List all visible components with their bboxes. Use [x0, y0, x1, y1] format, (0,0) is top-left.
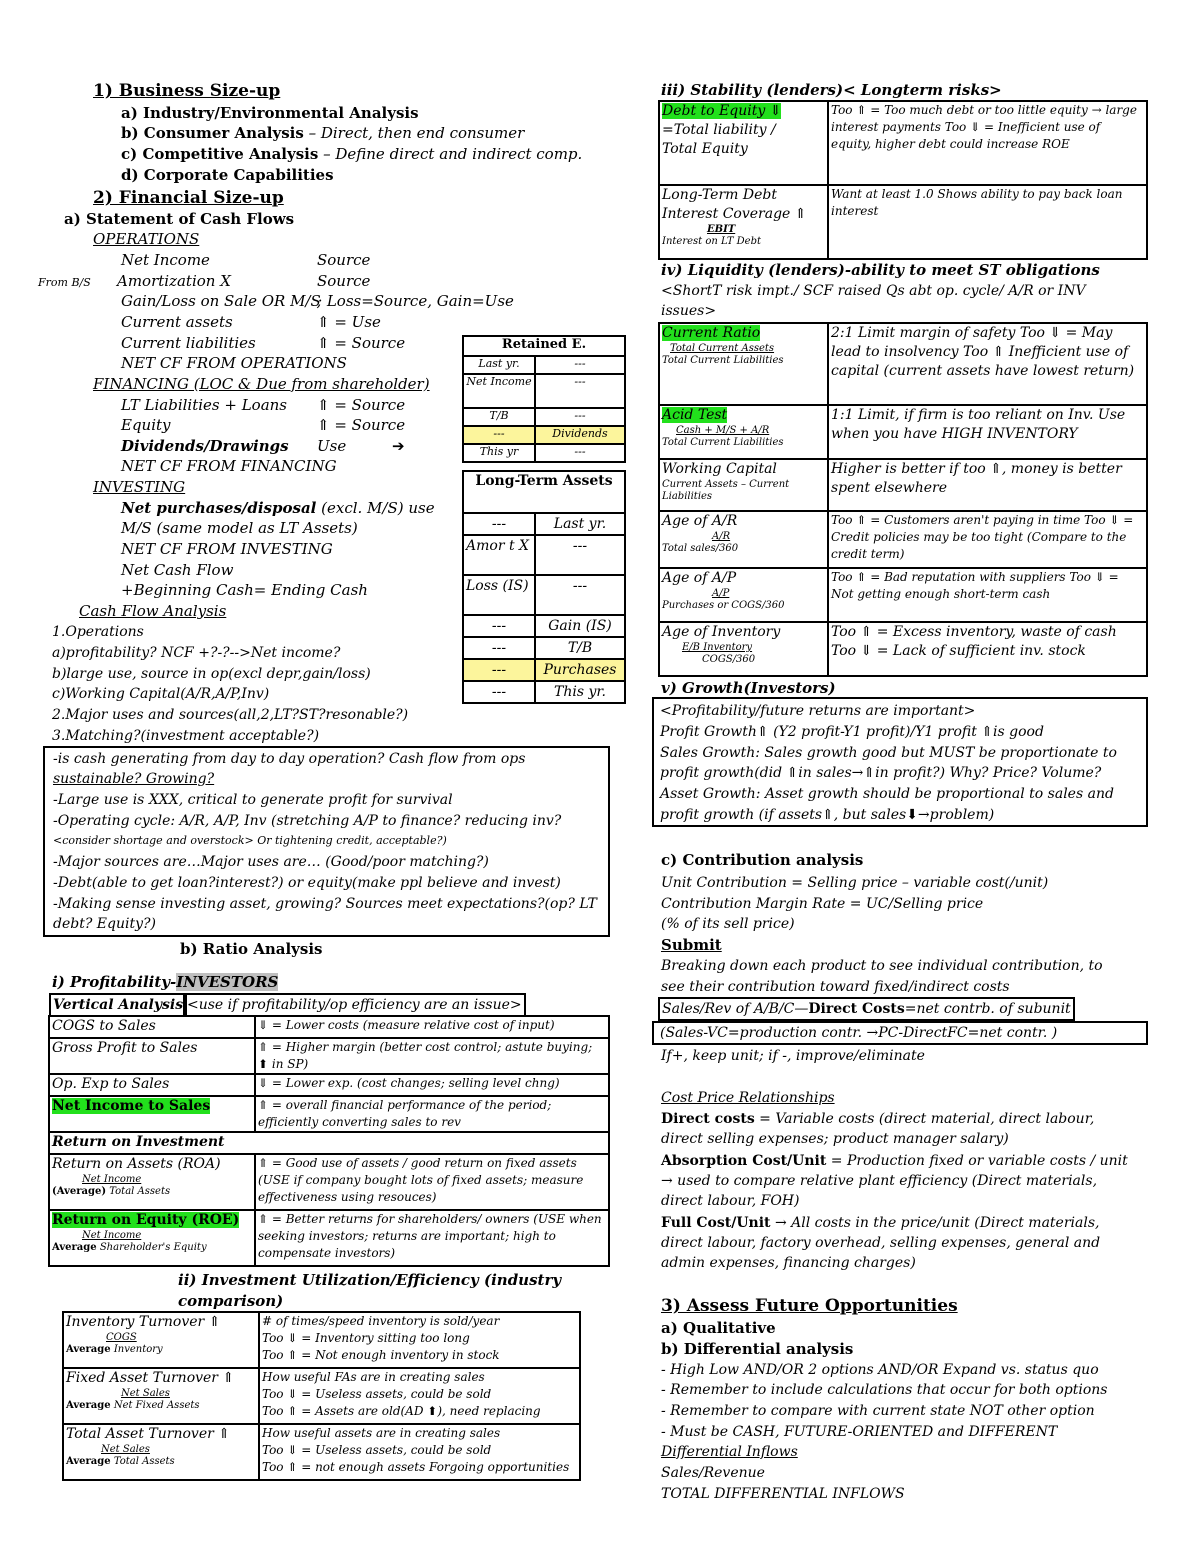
t-cell: Dividends	[535, 426, 625, 444]
util-meaning: How useful assets are in creating sales Too ⇓ = Useless assets, could be sold Too ⇑ = not enough assets Forgoing opportunities	[259, 1424, 580, 1480]
stab-meaning: Want at least 1.0 Shows ability to pay back loan interest	[828, 185, 1147, 259]
util-ratio-cell: Fixed Asset Turnover ⇑ Net Sales Average Net Fixed Assets	[63, 1368, 259, 1424]
fin-row: Equity	[121, 416, 171, 434]
production-contr-line: (Sales-VC=production contr. →PC-DirectFC=net contr. )	[660, 1025, 1058, 1041]
stab-ratio-cell: Debt to Equity ⇓ =Total liability / Total Equity	[659, 101, 828, 185]
fin-row: LT Liabilities + Loans	[121, 396, 288, 414]
contribution-line: Unit Contribution = Selling price – variable cost(/unit)	[661, 875, 1049, 891]
notes-line: -Major sources are…Major uses are… (Good/poor matching?)	[53, 854, 489, 870]
notes-line: -Debt(able to get loan?interest?) or equity(make ppl believe and invest)	[53, 875, 561, 891]
cf-row: Amortization X	[117, 272, 231, 290]
vertical-analysis-note: <use if profitability/op efficiency are an issue>	[183, 993, 526, 1017]
cost-price-row: Absorption Cost/Unit = Production fixed or variable costs / unit → used to compare relative plant efficiency (Direct materials, direct labour, FOH)	[661, 1153, 1128, 1209]
roa-meaning: ⇑ = Good use of assets / good return on fixed assets (USE if company bought lots of fixed assets; measure effectiveness using resouces)	[255, 1154, 609, 1210]
util-meaning: # of times/speed inventory is sold/year Too ⇓ = Inventory sitting too long Too ⇑ = Not enough inventory in stock	[259, 1312, 580, 1368]
t-cell: Purchases	[535, 659, 625, 681]
liq-ratio-cell: Age of A/R A/R Total sales/360	[659, 511, 828, 568]
diff-line: - High Low AND/OR 2 options AND/OR Expand vs. status quo	[661, 1362, 1099, 1378]
net-cf-financing: NET CF FROM FINANCING	[121, 457, 337, 475]
cf-row: Gain/Loss on Sale OR M/S	[121, 292, 321, 310]
liq-ratio-cell: Age of A/P A/P Purchases or COGS/360	[659, 568, 828, 622]
growth-line: Sales Growth: Sales growth good but MUST be proportionate to	[660, 745, 1117, 761]
ratio-meaning: ⇓ = Lower costs (measure relative cost of input)	[255, 1016, 609, 1038]
t-cell: Gain (IS)	[535, 615, 625, 637]
differential-heading: b) Differential analysis	[661, 1340, 854, 1358]
liq-ratio-cell: Acid Test Cash + M/S + A/R Total Current Liabilities	[659, 405, 828, 459]
section-2-title: 2) Financial Size-up	[93, 188, 284, 208]
t-cell: ---	[535, 535, 625, 575]
util-ratio-cell: Total Asset Turnover ⇑ Net Sales Average Total Assets	[63, 1424, 259, 1480]
ratio-name: COGS to Sales	[49, 1016, 255, 1038]
liq-ratio-cell: Working Capital Current Assets – Current Liabilities	[659, 459, 828, 511]
arrow-right-icon: ➔	[392, 437, 405, 455]
differential-inflows-heading: Differential Inflows	[661, 1444, 798, 1460]
liq-ratio-cell: Current Ratio Total Current Assets Total Current Liabilities	[659, 323, 828, 405]
cf-row-value: Source	[317, 251, 371, 269]
utilization-table	[62, 1311, 581, 1481]
contribution-line: (% of its sell price)	[661, 916, 795, 932]
stab-ratio-cell: Long-Term Debt Interest Coverage ⇑ EBIT Interest on LT Debt	[659, 185, 828, 259]
cfa-row: 1.Operations	[52, 624, 144, 640]
contribution-title: c) Contribution analysis	[661, 851, 864, 869]
roi-heading: Return on Investment	[49, 1132, 609, 1154]
cfa-row: a)profitability? NCF +?-?-->Net income?	[52, 645, 341, 661]
fin-row-value: Use	[317, 437, 347, 455]
fin-row-value: ⇑ = Source	[317, 416, 406, 434]
cf-row: Net Income	[121, 251, 210, 269]
profitability-title: i) Profitability-INVESTORS	[52, 973, 279, 991]
ratio-meaning: ⇑ = Higher margin (better cost control; astute buying; ⬆ in SP)	[255, 1038, 609, 1074]
section-1-title: 1) Business Size-up	[93, 81, 281, 101]
s1-item-a: a) Industry/Environmental Analysis	[121, 104, 419, 122]
ending-cash: +Beginning Cash= Ending Cash	[121, 581, 368, 599]
section-3-title: 3) Assess Future Opportunities	[661, 1296, 958, 1316]
liq-meaning: 2:1 Limit margin of safety Too ⇓ = May lead to insolvency Too ⇑ Inefficient use of capital (current assets have lowest return)	[828, 323, 1147, 405]
s1-item-c: c) Competitive Analysis – Define direct and indirect comp.	[121, 145, 583, 163]
liq-meaning: Too ⇑ = Bad reputation with suppliers Too ⇓ = Not getting enough short-term cash	[828, 568, 1147, 622]
t-cell: ---	[463, 681, 535, 703]
cf-row-value: ; Loss=Source, Gain=Use	[317, 292, 514, 310]
cf-row-value: Source	[317, 272, 371, 290]
long-term-assets-table	[462, 470, 626, 704]
sales-revenue-line: Sales/Revenue	[661, 1465, 765, 1481]
retained-title: Retained E.	[463, 336, 625, 356]
financing-heading: FINANCING (LOC & Due from shareholder)	[93, 375, 430, 393]
t-cell: ---	[535, 575, 625, 615]
liq-meaning: Too ⇑ = Excess inventory, waste of cash Too ⇓ = Lack of sufficient inv. stock	[828, 622, 1147, 676]
ratio-name: Gross Profit to Sales	[49, 1038, 255, 1074]
s1-item-b: b) Consumer Analysis – Direct, then end consumer	[121, 124, 525, 142]
cash-flow-analysis-heading: Cash Flow Analysis	[79, 602, 227, 620]
subunit-box: Sales/Rev of A/B/C—Direct Costs=net contrb. of subunit	[658, 997, 1075, 1021]
qualitative-heading: a) Qualitative	[661, 1319, 776, 1337]
contribution-line: Contribution Margin Rate = UC/Selling price	[661, 896, 984, 912]
roe-meaning: ⇑ = Better returns for shareholders/ owners (USE when seeking investors; returns are important; high to compensate investors)	[255, 1210, 609, 1266]
utilization-title-2: comparison)	[178, 1292, 284, 1310]
t-cell: Amor t X	[463, 535, 535, 575]
cost-price-row: Full Cost/Unit → All costs in the price/unit (Direct materials, direct labour, factory overhead, selling expenses, general and admin expenses, financing charges)	[661, 1215, 1101, 1271]
cf-row: Current assets	[121, 313, 233, 331]
keep-unit-line: If+, keep unit; if -, improve/eliminate	[661, 1048, 925, 1064]
t-cell: ---	[535, 444, 625, 462]
liq-meaning: Too ⇑ = Customers aren't paying in time Too ⇓ = Credit policies may be too tight (Compare to the credit term)	[828, 511, 1147, 568]
cost-price-row: Direct costs = Variable costs (direct material, direct labour, direct selling expenses; product manager salary)	[661, 1111, 1095, 1147]
cost-price-heading: Cost Price Relationships	[661, 1090, 835, 1106]
util-ratio-cell: Inventory Turnover ⇑ COGS Average Inventory	[63, 1312, 259, 1368]
ratio-meaning: ⇑ = overall financial performance of the period; efficiently converting sales to rev	[255, 1096, 609, 1132]
t-cell: ---	[463, 426, 535, 444]
growth-line: Profit Growth⇑ (Y2 profit-Y1 profit)/Y1 profit ⇑is good	[660, 724, 1044, 740]
growth-line: profit growth (if assets⇑, but sales⬇→problem)	[660, 807, 995, 823]
growth-line: Asset Growth: Asset growth should be proportional to sales and	[660, 786, 1114, 802]
t-cell: ---	[535, 408, 625, 426]
notes-line: -Making sense investing asset, growing? Sources meet expectations?(op? LT	[53, 896, 597, 912]
s1-item-d: d) Corporate Capabilities	[121, 166, 334, 184]
t-cell: Last yr.	[463, 356, 535, 374]
vertical-analysis-label: Vertical Analysis	[49, 993, 187, 1017]
t-cell: ---	[463, 637, 535, 659]
net-cf-operations: NET CF FROM OPERATIONS	[121, 354, 347, 372]
submit-line: Breaking down each product to see individual contribution, to	[661, 958, 1103, 974]
growth-line: <Profitability/future returns are important>	[660, 703, 976, 719]
investing-heading: INVESTING	[93, 478, 186, 496]
ratio-meaning: ⇓ = Lower exp. (cost changes; selling level chng)	[255, 1074, 609, 1096]
notes-line: -is cash generating from day to day operation? Cash flow from ops	[53, 751, 526, 767]
net-cash-flow: Net Cash Flow	[121, 561, 234, 579]
notes-line: -Large use is XXX, critical to generate profit for survival	[53, 792, 453, 808]
growth-title: v) Growth(Investors)	[661, 679, 836, 697]
cfa-row: b)large use, source in op(excl depr,gain/loss)	[52, 666, 371, 682]
liquidity-subtitle: <ShortT risk impt./ SCF raised Qs abt op. cycle/ A/R or INV issues>	[661, 283, 1086, 319]
liq-meaning: Higher is better if too ⇑, money is better spent elsewhere	[828, 459, 1147, 511]
net-cf-investing: NET CF FROM INVESTING	[121, 540, 333, 558]
liquidity-table	[658, 322, 1148, 677]
liq-meaning: 1:1 Limit, if firm is too reliant on Inv. Use when you have HIGH INVENTORY	[828, 405, 1147, 459]
diff-line: - Remember to include calculations that occur for both options	[661, 1382, 1108, 1398]
notes-line: sustainable? Growing?	[53, 771, 215, 787]
lta-title: Long-Term Assets	[463, 471, 625, 513]
operations-heading: OPERATIONS	[93, 230, 200, 248]
notes-line: -Operating cycle: A/R, A/P, Inv (stretching A/P to finance? reducing inv?	[53, 813, 562, 829]
cf-row-value: ⇑ = Use	[317, 313, 381, 331]
t-cell: This yr	[463, 444, 535, 462]
inv-row: Net purchases/disposal (excl. M/S) use	[121, 499, 435, 517]
submit-line: see their contribution toward fixed/indirect costs	[661, 979, 1010, 995]
utilization-title: ii) Investment Utilization/Efficiency (industry	[178, 1271, 562, 1289]
t-cell: ---	[463, 659, 535, 681]
stab-meaning: Too ⇑ = Too much debt or too little equity → large interest payments Too ⇓ = Inefficient use of equity, higher debt could increase ROE	[828, 101, 1147, 185]
cfa-row: 3.Matching?(investment acceptable?)	[52, 728, 320, 744]
util-meaning: How useful FAs are in creating sales Too ⇓ = Useless assets, could be sold Too ⇑ = Assets are old(AD ⬆), need replacing	[259, 1368, 580, 1424]
diff-line: - Remember to compare with current state NOT other option	[661, 1403, 1095, 1419]
inv-row: M/S (same model as LT Assets)	[121, 519, 358, 537]
stability-table	[658, 100, 1148, 260]
t-cell: T/B	[535, 637, 625, 659]
t-cell: Last yr.	[535, 513, 625, 535]
growth-line: profit growth(did ⇑in sales→⇑in profit?) Why? Price? Volume?	[660, 765, 1102, 781]
t-cell: ---	[463, 513, 535, 535]
total-inflows-line: TOTAL DIFFERENTIAL INFLOWS	[661, 1486, 905, 1502]
t-cell: T/B	[463, 408, 535, 426]
cfa-row: 2.Major uses and sources(all,2,LT?ST?resonable?)	[52, 707, 409, 723]
roa-cell: Return on Assets (ROA) Net Income (Average) Total Assets	[49, 1154, 255, 1210]
ratio-name: Net Income to Sales	[49, 1096, 255, 1132]
fin-row: Dividends/Drawings	[121, 437, 289, 455]
notes-line: debt? Equity?)	[53, 916, 156, 932]
ratio-name: Op. Exp to Sales	[49, 1074, 255, 1096]
stability-title: iii) Stability (lenders)< Longterm risks>	[661, 81, 1002, 99]
t-cell: Loss (IS)	[463, 575, 535, 615]
t-cell: ---	[463, 615, 535, 637]
retained-earnings-table	[462, 335, 626, 463]
t-cell: Net Income	[463, 374, 535, 408]
from-bs-label: From B/S	[38, 276, 91, 289]
cfa-row: c)Working Capital(A/R,A/P,Inv)	[52, 686, 270, 702]
cash-flow-title: a) Statement of Cash Flows	[64, 210, 295, 228]
diff-line: - Must be CASH, FUTURE-ORIENTED and DIFFERENT	[661, 1424, 1058, 1440]
liquidity-title: iv) Liquidity (lenders)-ability to meet ST obligations	[661, 261, 1100, 279]
t-cell: This yr.	[535, 681, 625, 703]
cf-row-value: ⇑ = Source	[317, 334, 406, 352]
vertical-analysis-table	[48, 1015, 610, 1267]
notes-line: <consider shortage and overstock> Or tightening credit, acceptable?)	[53, 834, 447, 847]
roe-cell: Return on Equity (ROE) Net Income Average Shareholder's Equity	[49, 1210, 255, 1266]
t-cell: ---	[535, 356, 625, 374]
cf-row: Current liabilities	[121, 334, 256, 352]
liq-ratio-cell: Age of Inventory E/B Inventory COGS/360	[659, 622, 828, 676]
fin-row-value: ⇑ = Source	[317, 396, 406, 414]
submit-heading: Submit	[661, 936, 722, 954]
t-cell: ---	[535, 374, 625, 408]
ratio-analysis-title: b) Ratio Analysis	[180, 940, 323, 958]
